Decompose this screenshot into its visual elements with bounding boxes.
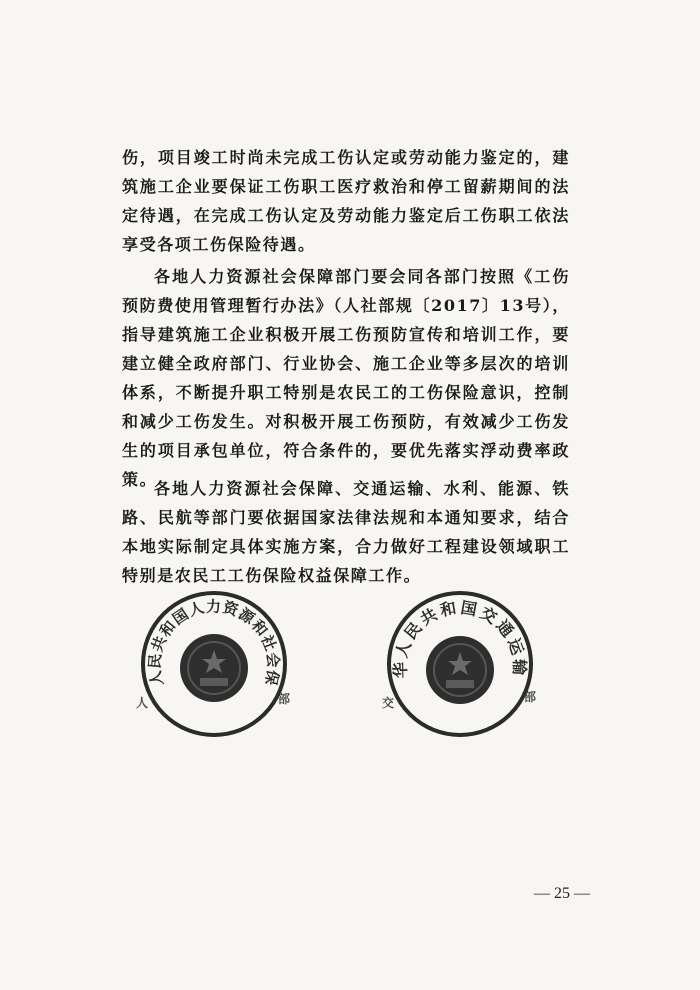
seal-mot-text: 华人民共和国交通运输 xyxy=(390,597,530,679)
page-number: — 25 — xyxy=(534,885,590,902)
body-paragraph-2: 各地人力资源社会保障部门要会同各部门按照《工伤预防费使用管理暂行办法》（人社部规〔2017〕13号），指导建筑施工企业积极开展工伤预防宣传和培训工作，要建立健全政府部门、行业协会、施工企业等多层次的培训体系，不断提升职工特别是农民工的工伤保险意识，控制和减少工伤发生。对积极开展工伤预防，有效减少工伤发生的项目承包单位，符合条件的，要优先落实浮动费率政策。 xyxy=(122,267,570,489)
body-paragraph-3: 各地人力资源社会保障、交通运输、水利、能源、铁路、民航等部门要依据国家法律法规和本通知要求，结合本地实际制定具体实施方案，合力做好工程建设领域职工特别是农民工工伤保险权益保障工作。 xyxy=(122,479,570,585)
official-seal-hrss xyxy=(140,590,291,738)
body-paragraph-1: 伤，项目竣工时尚未完成工伤认定或劳动能力鉴定的，建筑施工企业要保证工伤职工医疗救治和停工留薪期间的法定待遇，在完成工伤认定及劳动能力鉴定后工伤职工依法享受各项工伤保险待遇。 xyxy=(122,148,570,254)
seal-hrss-icon xyxy=(140,590,291,738)
seal-hrss-text: 人民共和国人力资源和社会保 xyxy=(145,597,283,688)
signature-faint-text: 人 xyxy=(136,696,149,710)
signature-faint-text: 交 xyxy=(382,696,395,710)
official-seal-mot xyxy=(386,590,537,738)
signature-faint-text: 部 xyxy=(278,692,291,706)
signature-faint-text: 部 xyxy=(524,690,537,704)
seal-mot-icon xyxy=(386,590,537,738)
